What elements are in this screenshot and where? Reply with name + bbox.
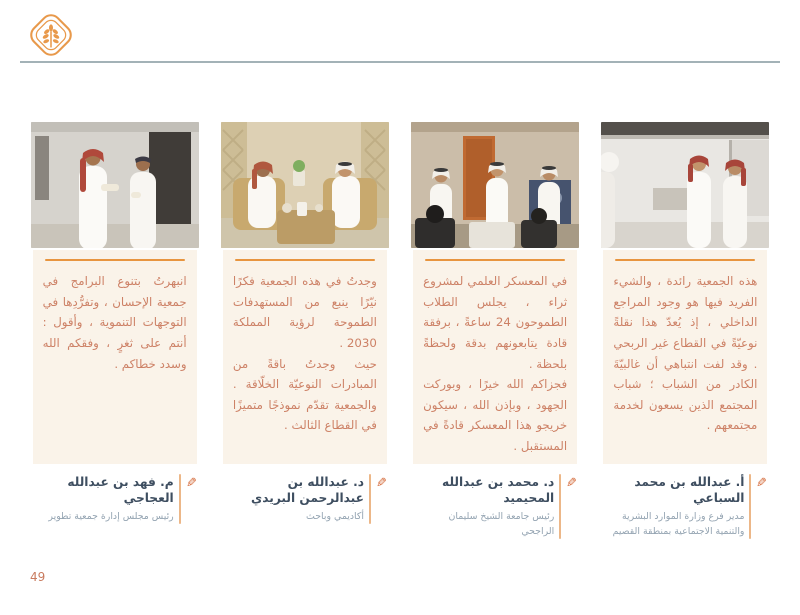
testimonial-card: [595, 122, 776, 539]
quote-top-rule: [45, 259, 185, 261]
attribution-text: [603, 474, 744, 539]
quote-paragraph: فجزاكم الله خيرًا ، وبوركت الجهود ، وبإذن الله ، سيكون خريجو هذا المعسكر قادةً في المستقبل .: [423, 377, 568, 454]
attribution-text: [33, 474, 174, 524]
header-divider-rule: [20, 61, 780, 63]
attribution: [33, 474, 197, 524]
quote-paragraph: حيث وجدتُ باقةً من المبادرات النوعيّة الخلّاقة . والجمعية تقدّم نموذجًا متميزًا في القطاع الثالث .: [232, 356, 377, 433]
attribution-text: [413, 474, 554, 539]
photo-office-meeting-room: [601, 122, 769, 248]
author-title: أكاديمي وباحث: [306, 510, 364, 522]
author-name: أ. عبدالله بن محمد السباعي: [634, 475, 745, 506]
attribution-divider: [179, 474, 181, 524]
photo-science-camp-classroom: [411, 122, 579, 248]
author-name: م. فهد بن عبدالله العجاجي: [67, 475, 174, 506]
attribution-divider: [749, 474, 751, 539]
author-name: د. محمد بن عبدالله المحيميد: [442, 475, 555, 506]
testimonial-card: [214, 122, 395, 539]
quote-box: [413, 250, 577, 464]
author-title: مدير فرع وزارة الموارد البشرية والتنمية الاجتماعية بمنطقة القصيم: [612, 510, 745, 537]
photo-certificate-handover: [31, 122, 199, 248]
quote-paragraph: في المعسكر العلمي لمشروع ثراء ، يجلس الطلاب الطموحون 24 ساعةً ، برفقة قادة يتابعونهم بدقة ولحظةً بلحظة .: [423, 274, 568, 371]
quote-box: [223, 250, 387, 464]
attribution-divider: [369, 474, 371, 524]
pen-icon: ✎: [566, 476, 578, 491]
quote-top-rule: [235, 259, 375, 261]
photo-majlis-sitting-room: [221, 122, 389, 248]
testimonial-card: [24, 122, 205, 539]
author-name: د. عبدالله بن عبدالرحمن البريدي: [251, 475, 364, 506]
attribution: [413, 474, 577, 539]
quote-box: [33, 250, 197, 464]
testimonials-row: [24, 122, 776, 539]
page-number: 49: [30, 570, 46, 584]
author-title: رئيس جامعة الشيخ سليمان الراجحي: [448, 510, 555, 537]
attribution: [603, 474, 767, 539]
quote-paragraph: وجدتُ في هذه الجمعية فكرًا نيّرًا ينبع من المستهدفات الطموحة لرؤية المملكة 2030 .: [232, 274, 377, 350]
quote-box: [603, 250, 767, 464]
quote-top-rule: [615, 259, 755, 261]
testimonial-card: [405, 122, 586, 539]
attribution: [223, 474, 387, 524]
pen-icon: ✎: [185, 476, 197, 491]
attribution-divider: [559, 474, 561, 539]
attribution-text: [223, 474, 364, 524]
quote-paragraph: انبهرتُ بتنوع البرامج في جمعية الإحسان ، وتفرُّدِها في التوجهات التنموية ، وأقول : أنتم على ثغرٍ ، وفقكم الله وسدد خطاكم .: [42, 274, 187, 371]
pen-icon: ✎: [375, 476, 387, 491]
quote-paragraph: هذه الجمعية رائدة ، والشيء الفريد فيها هو وجود المراجع الداخلي ، إذ يُعدّ هذا نقلةً نوعيّةً في القطاع غير الربحي . وقد لفت انتباهي أن غالبيّةَ الكادر من الشباب ؛ شباب المجتمع الذين يسعون لخدمة مجتمعهم .: [613, 274, 758, 433]
pen-icon: ✎: [756, 476, 768, 491]
author-title: رئيس مجلس إدارة جمعية تطوير: [48, 510, 174, 522]
diamond-leaf-logo: [28, 12, 74, 58]
quote-top-rule: [425, 259, 565, 261]
